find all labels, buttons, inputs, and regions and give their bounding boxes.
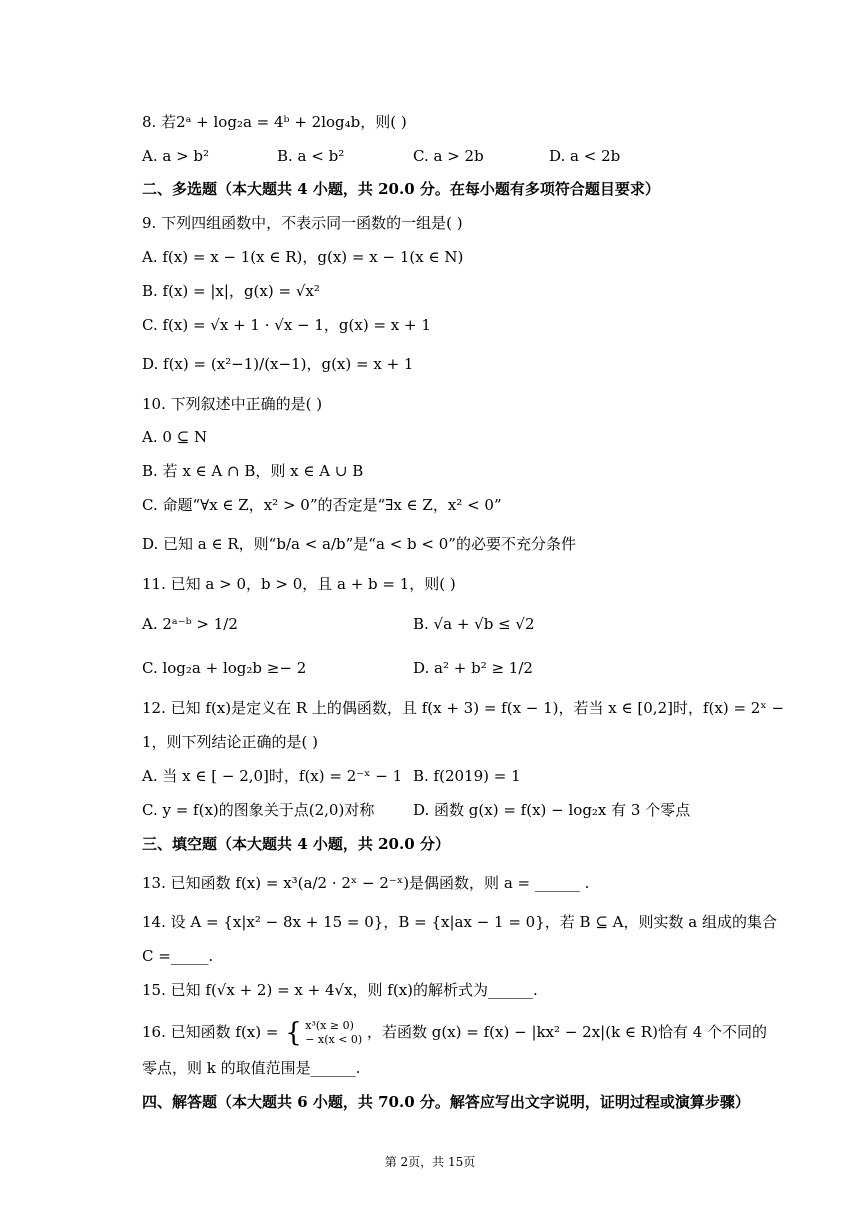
q8-stem: 8. 若2ᵃ + log₂a = 4ᵇ + 2log₄b，则( ) xyxy=(142,113,407,131)
q14-stem-line1: 14. 设 A = {x|x² − 8x + 15 = 0}，B = {x|ax − 1 = 0}，若 B ⊆ A，则实数 a 组成的集合 xyxy=(142,913,777,931)
q10-stem: 10. 下列叙述中正确的是( ) xyxy=(142,395,323,413)
q10-option-d: D. 已知 a ∈ R，则“b/a < a/b”是“a < b < 0”的必要不充分条件 xyxy=(142,535,576,553)
q12-option-a: A. 当 x ∈ [ − 2,0]时，f(x) = 2⁻ˣ − 1 xyxy=(142,767,403,785)
q12-option-c: C. y = f(x)的图象关于点(2,0)对称 xyxy=(142,801,375,819)
q9-stem: 9. 下列四组函数中，不表示同一函数的一组是( ) xyxy=(142,214,463,232)
q9-option-d: D. f(x) = (x²−1)/(x−1)，g(x) = x + 1 xyxy=(142,355,414,373)
q16-case2: − x(x < 0) xyxy=(305,1033,363,1046)
q11-stem: 11. 已知 a > 0，b > 0，且 a + b = 1，则( ) xyxy=(142,575,456,593)
q10-option-b: B. 若 x ∈ A ∩ B，则 x ∈ A ∪ B xyxy=(142,462,364,480)
q16-piecewise: { x³(x ≥ 0) − x(x < 0) xyxy=(285,1018,363,1048)
section-answer-heading: 四、解答题（本大题共 6 小题，共 70.0 分。解答应写出文字说明，证明过程或演算步骤） xyxy=(142,1093,750,1111)
q16-case1: x³(x ≥ 0) xyxy=(305,1019,354,1032)
q16-prefix: 16. 已知函数 f(x) = xyxy=(142,1023,279,1041)
section-multiple-choice-heading: 二、多选题（本大题共 4 小题，共 20.0 分。在每小题有多项符合题目要求） xyxy=(142,180,660,198)
q12-option-b: B. f(2019) = 1 xyxy=(413,767,521,785)
q15-stem: 15. 已知 f(√x + 2) = x + 4√x，则 f(x)的解析式为______. xyxy=(142,981,538,999)
q8-option-b: B. a < b² xyxy=(277,147,345,165)
q9-option-c: C. f(x) = √x + 1 · √x − 1，g(x) = x + 1 xyxy=(142,316,431,334)
q11-option-a: A. 2ᵃ⁻ᵇ > 1/2 xyxy=(142,615,238,633)
q12-stem-line1: 12. 已知 f(x)是定义在 R 上的偶函数，且 f(x + 3) = f(x − 1)，若当 x ∈ [0,2]时，f(x) = 2ˣ − xyxy=(142,699,785,717)
q9-option-a: A. f(x) = x − 1(x ∈ R)，g(x) = x − 1(x ∈ N) xyxy=(142,248,464,266)
q8-option-c: C. a > 2b xyxy=(413,147,484,165)
q16-stem-line2: 零点，则 k 的取值范围是______. xyxy=(142,1059,361,1077)
section-fill-in-heading: 三、填空题（本大题共 4 小题，共 20.0 分） xyxy=(142,835,450,853)
q12-option-d: D. 函数 g(x) = f(x) − log₂x 有 3 个零点 xyxy=(413,801,691,819)
q8-option-d: D. a < 2b xyxy=(549,147,621,165)
q14-stem-line2: C =_____. xyxy=(142,947,214,965)
q10-option-a: A. 0 ⊆ N xyxy=(142,428,208,446)
q11-option-b: B. √a + √b ≤ √2 xyxy=(413,615,535,633)
q9-option-b: B. f(x) = |x|，g(x) = √x² xyxy=(142,282,320,300)
q13-stem: 13. 已知函数 f(x) = x³(a/2 · 2ˣ − 2⁻ˣ)是偶函数，则 a = ______ . xyxy=(142,874,590,892)
q10-option-c: C. 命题“∀x ∈ Z，x² > 0”的否定是“∃x ∈ Z，x² < 0” xyxy=(142,496,502,514)
q11-option-d: D. a² + b² ≥ 1/2 xyxy=(413,659,533,677)
q12-stem-line2: 1，则下列结论正确的是( ) xyxy=(142,733,319,751)
q8-option-a: A. a > b² xyxy=(142,147,210,165)
q11-option-c: C. log₂a + log₂b ≥− 2 xyxy=(142,659,307,677)
q16-stem-line1 xyxy=(142,1019,767,1047)
page-footer: 第 2页，共 15页 xyxy=(384,1155,476,1169)
q16-suffix: ，若函数 g(x) = f(x) − |kx² − 2x|(k ∈ R)恰有 4 个不同的 xyxy=(366,1023,768,1041)
